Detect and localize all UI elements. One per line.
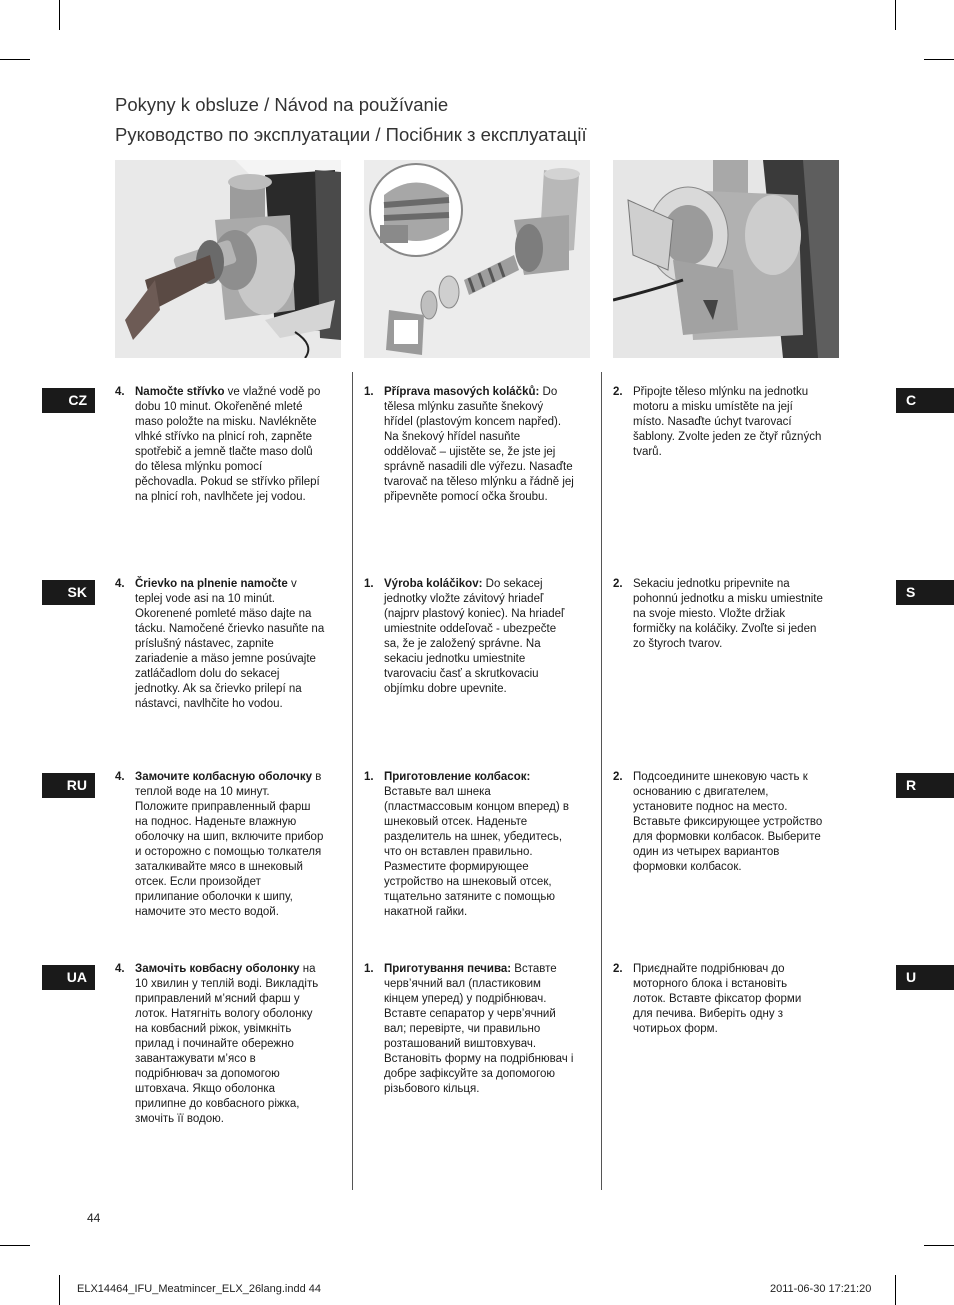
crop-mark xyxy=(895,1275,896,1305)
step-number: 2. xyxy=(613,771,623,783)
instruction-step xyxy=(364,385,574,505)
step-number: 4. xyxy=(115,771,125,783)
instruction-step xyxy=(364,770,574,920)
crop-mark xyxy=(924,1245,954,1246)
step-number: 4. xyxy=(115,578,125,590)
date-slug: 2011-06-30 17:21:20 xyxy=(770,1283,872,1295)
step-lead: Замочіть ковбасну оболонку xyxy=(135,963,300,975)
page-title: Pokyny k obsluze / Návod na používanie xyxy=(115,94,449,115)
step-text: Sekaciu jednotku pripevnite na pohonnú jednotku a misku umiestnite na svoje miesto. Vložte držiak formičky na koláčiky. Zvoľte si jeden zo štyroch tvarov. xyxy=(633,578,823,650)
step-number: 1. xyxy=(364,578,374,590)
step-number: 1. xyxy=(364,963,374,975)
instruction-step xyxy=(613,770,823,875)
page-number: 44 xyxy=(87,1211,101,1225)
language-tab-edge: U xyxy=(896,965,954,990)
step-lead: Приготовление колбасок: xyxy=(384,771,531,783)
step-lead: Замочите колбасную оболочку xyxy=(135,771,312,783)
instruction-step xyxy=(613,577,823,652)
step-text: Do tělesa mlýnku zasuňte šnekový hřídel (plastovým koncem napřed). Na šnekový hřídel nasuňte oddělovač – ujistěte se, že jste jej správně nasadili dle výřezu. Nasaďte tvarovač na těleso mlýnku a řádně jej připevněte pomocí očka šroubu. xyxy=(384,386,574,503)
step-text: Приєднайте подрібнювач до моторного блока і встановіть лоток. Вставте фіксатор форми для печива. Виберіть одну з чотирьох форм. xyxy=(633,963,802,1035)
photo-sausage-filling xyxy=(115,160,341,358)
step-lead: Črievko na plnenie namočte xyxy=(135,578,288,590)
crop-mark xyxy=(59,0,60,30)
instruction-step xyxy=(613,385,823,460)
step-text: на 10 хвилин у теплій воді. Викладіть приправлений м’ясний фарш у лоток. Натягніть вологу оболонку на ковбасний ріжок, увімкніть прилад і починайте обережно завантажувати м’ясо в подрібнювач за допомогою штовхача. Якщо оболонка прилипне до ковбасного ріжка, змочіть її водою. xyxy=(135,963,319,1125)
page-subtitle: Руководство по эксплуатации / Посібник з експлуатації xyxy=(115,124,587,145)
language-tab-edge: R xyxy=(896,773,954,798)
crop-mark xyxy=(0,1245,30,1246)
file-slug: ELX14464_IFU_Meatmincer_ELX_26lang.indd 44 xyxy=(77,1283,321,1295)
instruction-step xyxy=(115,770,325,920)
step-number: 1. xyxy=(364,771,374,783)
step-text: v teplej vode asi na 10 minút. Okorenené pomleté mäso dajte na tácku. Namočené črievko nasuňte na príslušný nástavec, zapnite zariadenie a mäso jemne posúvajte zatláčadlom dolu do sekacej jednotky. Ak sa črievko prilepí na nástavci, navlhčite ho vodou. xyxy=(135,578,325,710)
language-tab-edge: S xyxy=(896,580,954,605)
step-lead: Výroba koláčikov: xyxy=(384,578,483,590)
crop-mark xyxy=(895,0,896,30)
step-number: 4. xyxy=(115,386,125,398)
photo-parts-assembly xyxy=(364,160,590,358)
step-text: Подсоедините шнековую часть к основанию с двигателем, установите поднос на место. Вставьте фиксирующее устройство для формовки колбасок. Выберите один из четырех вариантов формовки колбасок. xyxy=(633,771,823,873)
step-number: 2. xyxy=(613,578,623,590)
language-tab-cz: CZ xyxy=(42,388,95,413)
crop-mark xyxy=(924,59,954,60)
step-number: 2. xyxy=(613,386,623,398)
language-tab-ua: UA xyxy=(42,965,95,990)
language-tab-ru: RU xyxy=(42,773,95,798)
step-text: в теплой воде на 10 минут. Положите приправленный фарш на поднос. Наденьте влажную оболочку на шип, включите прибор и осторожно с помощью толкателя заталкивайте мясо в шнековый отсек. Если произойдет прилипание оболочки к шипу, намочите это место водой. xyxy=(135,771,324,918)
column-divider xyxy=(601,372,602,1190)
step-text: ve vlažné vodě po dobu 10 minut. Okořeněné mleté maso položte na misku. Navlékněte vlhké střívko na plnicí roh, zapněte spotřebič a jemně tlačte maso dolů do tělesa mlýnku pomocí pěchovadla. Pokud se střívko přilepí na plnicí roh, navlhčete jej vodou. xyxy=(135,386,321,503)
step-lead: Приготування печива: xyxy=(384,963,512,975)
step-lead: Příprava masových koláčků: xyxy=(384,386,540,398)
instruction-step xyxy=(115,577,325,712)
instruction-step xyxy=(364,577,574,697)
crop-mark xyxy=(0,59,30,60)
language-tab-sk: SK xyxy=(42,580,95,605)
language-tab-edge: C xyxy=(896,388,954,413)
step-number: 1. xyxy=(364,386,374,398)
instruction-step xyxy=(115,962,325,1127)
step-lead: Namočte střívko xyxy=(135,386,225,398)
instruction-step xyxy=(364,962,574,1097)
step-text: Вставьте вал шнека (пластмассовым концом вперед) в шнековый отсек. Наденьте разделитель на шнек, убедитесь, что он вставлен правильно. Разместите формирующее устройство на шнековый отсек, тщательно затяните с помощью накатной гайки. xyxy=(384,786,569,918)
step-text: Připojte těleso mlýnku na jednotku motoru a misku umístěte na její místo. Nasaďte úchyt tvarovací šablony. Zvolte jeden ze čtyř různých tvarů. xyxy=(633,386,822,458)
column-divider xyxy=(352,372,353,1190)
instruction-step xyxy=(613,962,823,1037)
step-number: 4. xyxy=(115,963,125,975)
photo-attaching-shaper xyxy=(613,160,839,358)
instruction-step xyxy=(115,385,325,505)
step-number: 2. xyxy=(613,963,623,975)
step-text: Вставте черв’ячний вал (пластиковим кінцем уперед) у подрібнювач. Вставте сепаратор у черв’ячний вал; перевірте, чи правильно розташований виштовхувач. Встановіть форму на подрібнювач і добре зафіксуйте за допомогою різьбового кільця. xyxy=(384,963,574,1095)
crop-mark xyxy=(59,1275,60,1305)
step-text: Do sekacej jednotky vložte závitový hriadeľ (najprv plastový koniec). Na hriadeľ umiestnite oddeľovač - ubezpečte sa, že je založený správne. Na sekaciu jednotku umiestnite tvarovaciu časť a skrutkovaciu objímku dobre upevnite. xyxy=(384,578,565,695)
